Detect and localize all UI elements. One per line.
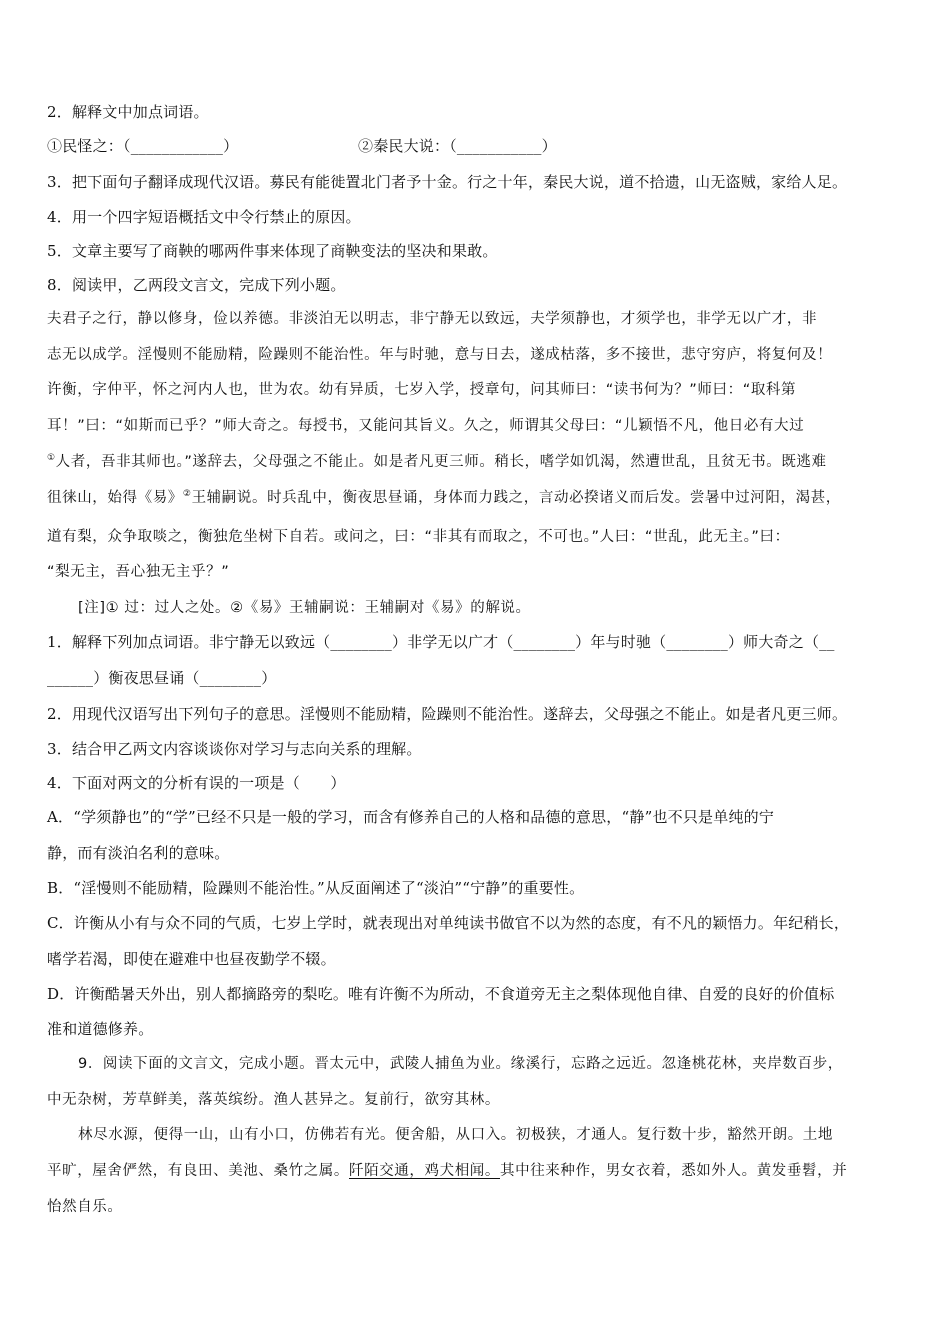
option-d: D．许衡酷暑天外出，别人都摘路旁的梨吃。唯有许衡不为所动，不食道旁无主之梨体现他自律、自爱的良好的价值标 <box>47 985 835 1003</box>
option-b: B．“淫慢则不能励精，险躁则不能治性。”从反面阐述了“淡泊”“宁静”的重要性。 <box>47 879 585 897</box>
annotation-note: [注]① 过：过人之处。②《易》王辅嗣说：王辅嗣对《易》的解说。 <box>78 600 531 616</box>
passage-yi-line: 道有梨，众争取啖之，衡独危坐树下自若。或问之，曰：“非其有而取之，不可也。”人曰：“世乱，此无主。”曰： <box>47 529 790 545</box>
footnote-marker: ① <box>47 453 56 463</box>
passage-taohua-line: 怡然自乐。 <box>47 1199 123 1215</box>
option-a-continued: 静，而有淡泊名利的意味。 <box>47 844 230 862</box>
option-d-continued: 准和道德修养。 <box>47 1020 154 1038</box>
passage-taohua-line: 平旷，屋舍俨然，有良田、美池、桑竹之属。阡陌交通，鸡犬相闻。其中往来种作，男女衣着，悉如外人。黄发垂髫，并 <box>47 1163 848 1179</box>
passage-taohua-line: 中无杂树，芳草鲜美，落英缤纷。渔人甚异之。复前行，欲穷其林。 <box>47 1092 500 1108</box>
passage-taohua-line: 林尽水源，便得一山，山有小口，仿佛若有光。便舍船，从口入。初极狭，才通人。复行数十步，豁然开朗。土地 <box>78 1127 833 1143</box>
section-8-heading: 8．阅读甲，乙两段文言文，完成下列小题。 <box>47 276 346 294</box>
option-a: A．“学须静也”的“学”已经不只是一般的学习，而含有修养自己的人格和品德的意思，“静”也不只是单纯的宁 <box>47 808 775 826</box>
passage-yi-line: “梨无主，吾心独无主乎？” <box>47 564 230 580</box>
question-8-3: 3．结合甲乙两文内容谈谈你对学习与志向关系的理解。 <box>47 740 422 758</box>
question-3: 3．把下面句子翻译成现代汉语。募民有能徙置北门者予十金。行之十年，秦民大说，道不拾遗，山无盗贼，家给人足。 <box>47 173 848 191</box>
question-5: 5．文章主要写了商鞅的哪两件事来体现了商鞅变法的坚决和果敢。 <box>47 242 498 260</box>
footnote-marker: ② <box>182 489 192 499</box>
question-4: 4．用一个四字短语概括文中令行禁止的原因。 <box>47 208 361 226</box>
question-2-heading: 2．解释文中加点词语。 <box>47 103 209 121</box>
question-8-1-continued: ______）衡夜思昼诵（________） <box>47 669 277 687</box>
question-2-item-b: ②秦民大说：（___________） <box>358 137 557 155</box>
question-8-1: 1．解释下列加点词语。非宁静无以致远（________）非学无以广才（________）年与时驰（________）师大奇之（__ <box>47 633 835 651</box>
passage-yi-line: 徂徕山，始得《易》②王辅嗣说。时兵乱中，衡夜思昼诵，身体而力践之，言动必揆诸义而后发。尝暑中过河阳，渴甚， <box>47 489 841 506</box>
question-8-2: 2．用现代汉语写出下列句子的意思。淫慢则不能励精，险躁则不能治性。遂辞去，父母强之不能止。如是者凡更三师。 <box>47 705 848 723</box>
question-8-4: 4．下面对两文的分析有误的一项是（ ） <box>47 774 346 792</box>
passage-yi-line: 耳！”曰：“如斯而已乎？”师大奇之。每授书，又能问其旨义。久之，师谓其父母曰：“儿颖悟不凡，他日必有大过 <box>47 418 805 434</box>
option-c-continued: 嗜学若渴，即使在避难中也昼夜勤学不辍。 <box>47 950 336 968</box>
passage-yi-line: ①人者，吾非其师也。”遂辞去，父母强之不能止。如是者凡更三师。稍长，嗜学如饥渴，然遭世乱，且贫无书。既逃难 <box>47 453 827 470</box>
question-2-item-a: ①民怪之：（____________） <box>47 137 239 155</box>
passage-jia-line: 夫君子之行，静以修身，俭以养德。非淡泊无以明志，非宁静无以致远，夫学须静也，才须学也，非学无以广才，非 <box>47 311 818 327</box>
passage-jia-line: 志无以成学。淫慢则不能励精，险躁则不能治性。年与时驰，意与日去，遂成枯落，多不接世，悲守穷庐，将复何及！ <box>47 347 833 363</box>
underlined-phrase: 阡陌交通，鸡犬相闻。 <box>349 1163 500 1179</box>
question-9-line: 9．阅读下面的文言文，完成小题。晋太元中，武陵人捕鱼为业。缘溪行，忘路之远近。忽逢桃花林，夹岸数百步， <box>78 1056 843 1072</box>
option-c: C．许衡从小有与众不同的气质，七岁上学时，就表现出对单纯读书做官不以为然的态度，有不凡的颖悟力。年纪稍长， <box>47 914 850 932</box>
passage-yi-line: 许衡，字仲平，怀之河内人也，世为农。幼有异质，七岁入学，授章句，问其师曰：“读书何为？”师曰：“取科第 <box>47 382 797 398</box>
